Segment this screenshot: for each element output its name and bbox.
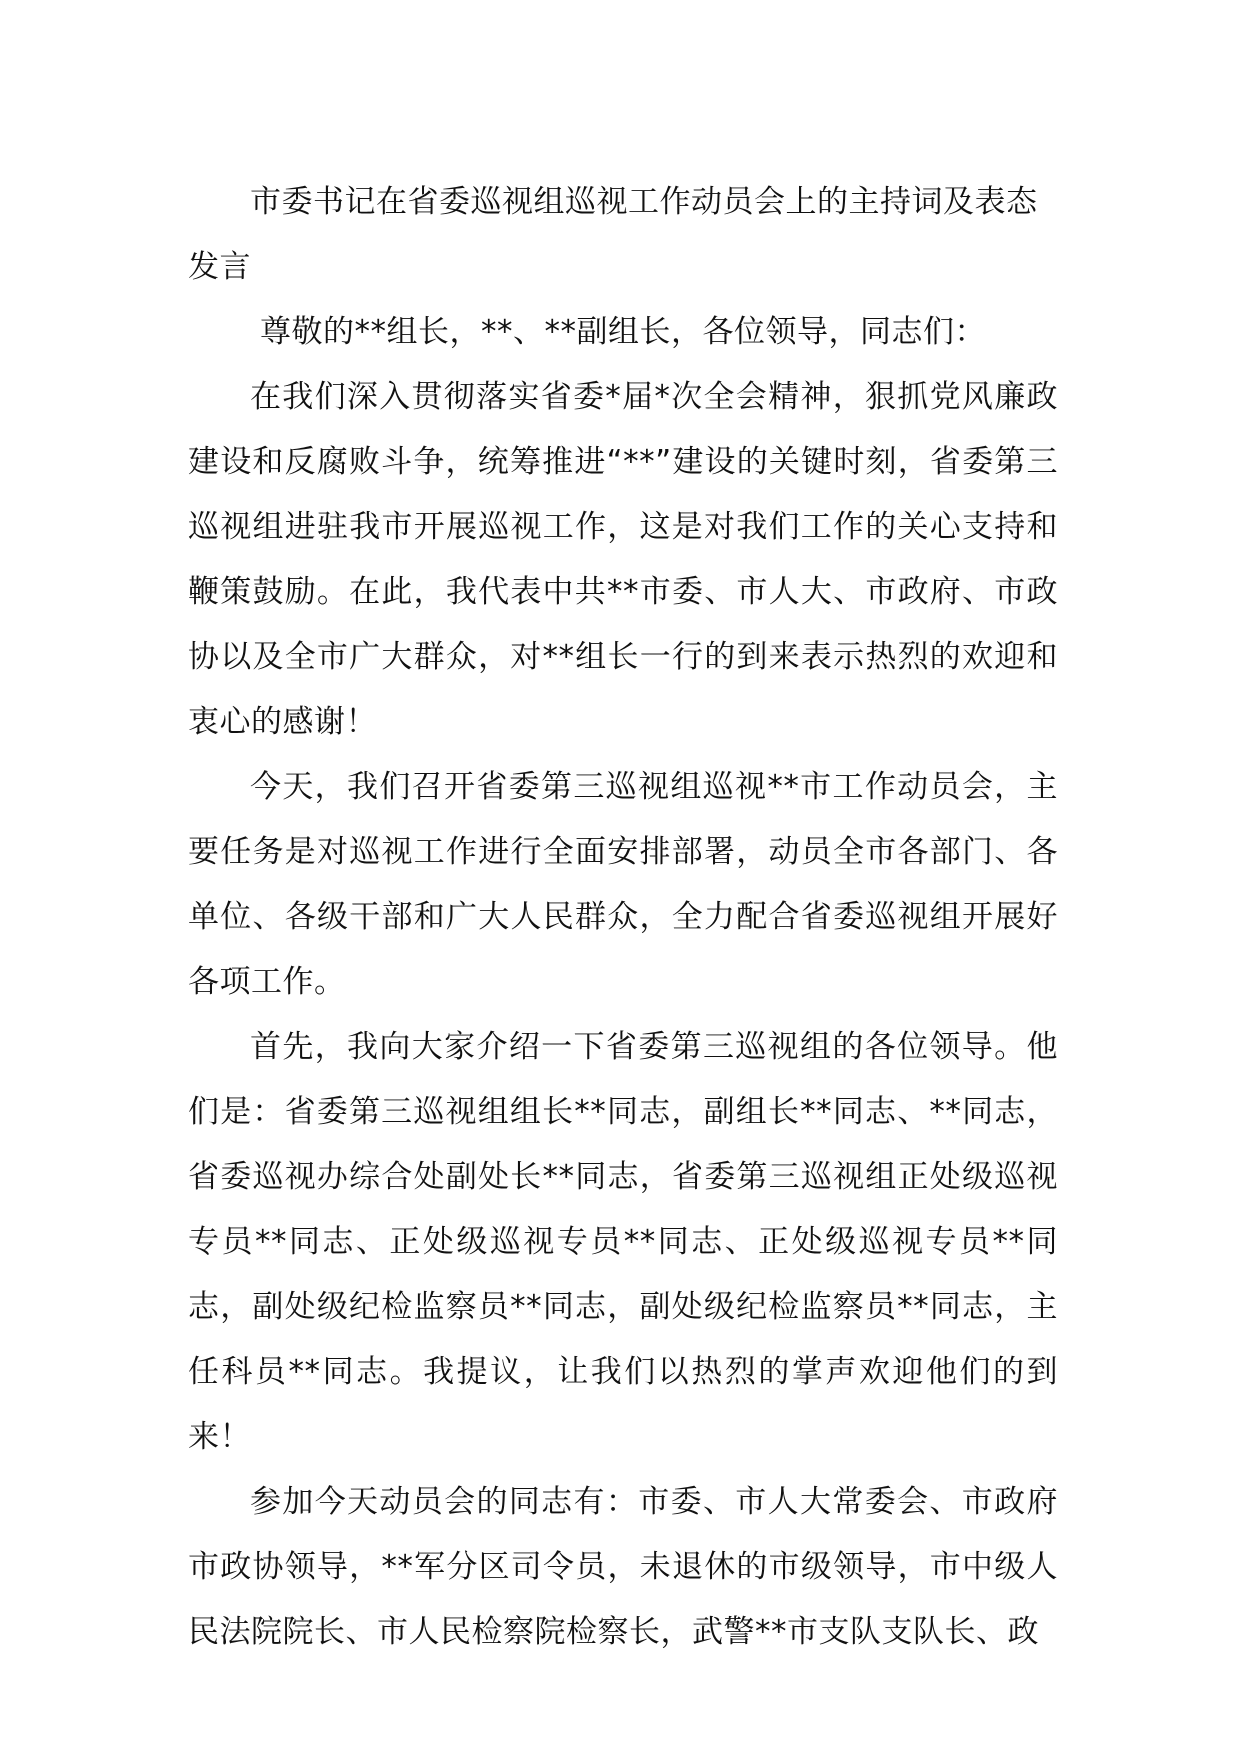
paragraph-introductions: 首先，我向大家介绍一下省委第三巡视组的各位领导。他们是：省委第三巡视组组长**同志，副组长**同志、**同志，省委巡视办综合处副处长**同志，省委第三巡视组正处级巡视专员**同志、正处级巡视专员**同志、正处级巡视专员**同志，副处级纪检监察员**同志，副处级纪检监察员**同志，主任科员**同志。我提议，让我们以热烈的掌声欢迎他们的到来！: [188, 1029, 1058, 1455]
paragraph-attendees: 参加今天动员会的同志有：市委、市人大常委会、市政府市政协领导，**军分区司令员，未退休的市级领导，市中级人民法院院长、市人民检察院检察长，武警**市支队支队长、政: [188, 1484, 1058, 1650]
paragraph-welcome: 在我们深入贯彻落实省委*届*次全会精神，狠抓党风廉政建设和反腐败斗争，统筹推进“**”建设的关键时刻，省委第三巡视组进驻我市开展巡视工作，这是对我们工作的关心支持和鞭策鼓励。在此，我代表中共**市委、市人大、市政府、市政协以及全市广大群众，对**组长一行的到来表示热烈的欢迎和衷心的感谢！: [188, 379, 1058, 740]
salutation: 尊敬的**组长，**、**副组长，各位领导，同志们：: [260, 314, 986, 350]
document-body: [188, 170, 1058, 1665]
document-title: 市委书记在省委巡视组巡视工作动员会上的主持词及表态发言: [188, 184, 1038, 285]
paragraph-meeting-purpose: 今天，我们召开省委第三巡视组巡视**市工作动员会，主要任务是对巡视工作进行全面安排部署，动员全市各部门、各单位、各级干部和广大人民群众，全力配合省委巡视组开展好各项工作。: [188, 769, 1058, 1000]
